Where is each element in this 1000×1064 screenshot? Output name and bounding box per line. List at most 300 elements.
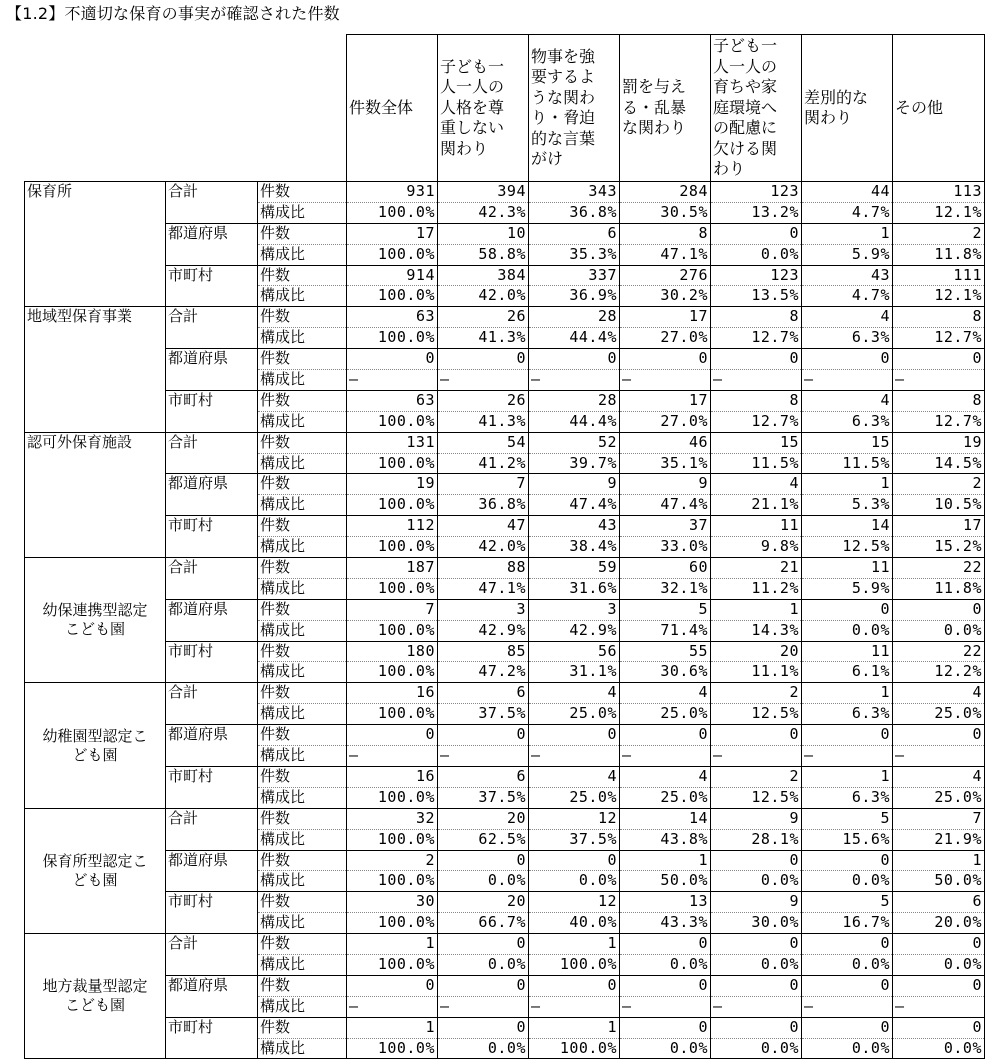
- jurisdiction-label: 合計: [166, 934, 258, 976]
- ratio-cell: 39.7%: [529, 453, 620, 474]
- jurisdiction-label: 都道府県: [166, 223, 258, 265]
- count-cell: 1: [802, 766, 893, 787]
- ratio-cell: 25.0%: [529, 704, 620, 725]
- ratio-cell: 27.0%: [620, 411, 711, 432]
- ratio-cell: 47.1%: [438, 578, 529, 599]
- count-cell: 7: [893, 808, 985, 829]
- table-row: [25, 349, 985, 370]
- page-title: 【1.2】不適切な保育の事実が確認された件数: [6, 4, 340, 23]
- metric-label: 件数: [258, 766, 347, 787]
- ratio-cell: 37.5%: [438, 787, 529, 808]
- count-cell: 59: [529, 558, 620, 579]
- ratio-cell: 100.0%: [529, 1038, 620, 1059]
- jurisdiction-label: 合計: [166, 307, 258, 349]
- ratio-cell: 47.4%: [620, 495, 711, 516]
- column-header: [438, 35, 529, 182]
- metric-label: 構成比: [258, 453, 347, 474]
- count-cell: 5: [802, 808, 893, 829]
- ratio-cell: 25.0%: [529, 787, 620, 808]
- column-header-label: 子ども一 人一人の 人格を尊 重しない 関わり: [440, 56, 505, 158]
- count-cell: 0: [893, 975, 985, 996]
- count-cell: 55: [620, 641, 711, 662]
- metric-label: 件数: [258, 265, 347, 286]
- ratio-cell: –: [893, 370, 985, 391]
- metric-label: 構成比: [258, 662, 347, 683]
- count-cell: 0: [529, 349, 620, 370]
- ratio-cell: 43.3%: [620, 913, 711, 934]
- ratio-cell: 11.5%: [802, 453, 893, 474]
- metric-label: 件数: [258, 390, 347, 411]
- count-cell: 1: [347, 1017, 438, 1038]
- count-cell: 0: [438, 975, 529, 996]
- ratio-cell: 100.0%: [347, 328, 438, 349]
- ratio-cell: 32.1%: [620, 578, 711, 599]
- count-cell: 8: [711, 390, 802, 411]
- count-cell: 0: [802, 850, 893, 871]
- count-cell: 384: [438, 265, 529, 286]
- count-cell: 0: [893, 934, 985, 955]
- header-row: [25, 35, 985, 182]
- count-cell: 0: [711, 1017, 802, 1038]
- ratio-cell: 100.0%: [347, 913, 438, 934]
- metric-label: 構成比: [258, 495, 347, 516]
- count-cell: 284: [620, 182, 711, 203]
- ratio-cell: 36.8%: [438, 495, 529, 516]
- table-row: [25, 1017, 985, 1038]
- count-cell: 12: [529, 808, 620, 829]
- metric-label: 構成比: [258, 286, 347, 307]
- count-cell: 112: [347, 516, 438, 537]
- ratio-cell: –: [802, 996, 893, 1017]
- ratio-cell: 30.2%: [620, 286, 711, 307]
- ratio-cell: 42.0%: [438, 537, 529, 558]
- metric-label: 件数: [258, 599, 347, 620]
- ratio-cell: 44.4%: [529, 411, 620, 432]
- jurisdiction-label: 市町村: [166, 641, 258, 683]
- ratio-cell: –: [620, 996, 711, 1017]
- count-cell: 2: [893, 474, 985, 495]
- ratio-cell: –: [893, 746, 985, 767]
- ratio-cell: 47.1%: [620, 244, 711, 265]
- count-cell: 8: [893, 307, 985, 328]
- ratio-cell: –: [620, 746, 711, 767]
- count-cell: 17: [620, 307, 711, 328]
- jurisdiction-label: 合計: [166, 558, 258, 600]
- column-header: [620, 35, 711, 182]
- ratio-cell: 42.9%: [529, 620, 620, 641]
- table-row: [25, 265, 985, 286]
- ratio-cell: –: [529, 746, 620, 767]
- count-cell: 0: [893, 1017, 985, 1038]
- count-cell: 0: [347, 975, 438, 996]
- column-header: [893, 35, 985, 182]
- count-cell: 0: [802, 599, 893, 620]
- count-cell: 6: [893, 892, 985, 913]
- count-cell: 931: [347, 182, 438, 203]
- table-row: [25, 766, 985, 787]
- ratio-cell: 15.6%: [802, 829, 893, 850]
- metric-label: 構成比: [258, 954, 347, 975]
- ratio-cell: 11.8%: [893, 244, 985, 265]
- jurisdiction-label: 都道府県: [166, 474, 258, 516]
- count-cell: 0: [620, 349, 711, 370]
- metric-label: 件数: [258, 1017, 347, 1038]
- ratio-cell: 25.0%: [620, 787, 711, 808]
- count-cell: 6: [438, 683, 529, 704]
- count-cell: 1: [802, 474, 893, 495]
- ratio-cell: 13.2%: [711, 202, 802, 223]
- count-cell: 21: [711, 558, 802, 579]
- ratio-cell: 12.7%: [711, 328, 802, 349]
- ratio-cell: 71.4%: [620, 620, 711, 641]
- ratio-cell: 100.0%: [347, 829, 438, 850]
- table-row: [25, 683, 985, 704]
- count-cell: 30: [347, 892, 438, 913]
- ratio-cell: –: [529, 370, 620, 391]
- count-cell: 2: [711, 766, 802, 787]
- metric-label: 件数: [258, 432, 347, 453]
- jurisdiction-label: 市町村: [166, 892, 258, 934]
- count-cell: 63: [347, 307, 438, 328]
- count-cell: 0: [893, 725, 985, 746]
- column-header-label: 件数全体: [349, 97, 414, 117]
- metric-label: 構成比: [258, 996, 347, 1017]
- count-cell: 0: [893, 349, 985, 370]
- count-cell: 0: [711, 934, 802, 955]
- ratio-cell: 0.0%: [802, 871, 893, 892]
- ratio-cell: 0.0%: [711, 1038, 802, 1059]
- count-cell: 47: [438, 516, 529, 537]
- facility-type-label: 地域型保育事業: [25, 307, 166, 432]
- count-cell: 4: [620, 683, 711, 704]
- ratio-cell: 0.0%: [802, 954, 893, 975]
- count-cell: 14: [620, 808, 711, 829]
- count-cell: 0: [529, 975, 620, 996]
- ratio-cell: 100.0%: [347, 1038, 438, 1059]
- count-cell: 123: [711, 265, 802, 286]
- ratio-cell: 100.0%: [347, 495, 438, 516]
- count-cell: 0: [711, 223, 802, 244]
- count-cell: 28: [529, 390, 620, 411]
- ratio-cell: 100.0%: [347, 787, 438, 808]
- metric-label: 構成比: [258, 913, 347, 934]
- count-cell: 52: [529, 432, 620, 453]
- ratio-cell: 12.7%: [893, 411, 985, 432]
- results-table: [24, 34, 985, 1059]
- ratio-cell: –: [620, 370, 711, 391]
- ratio-cell: 100.0%: [347, 286, 438, 307]
- count-cell: 4: [711, 474, 802, 495]
- ratio-cell: –: [347, 746, 438, 767]
- count-cell: 0: [438, 934, 529, 955]
- ratio-cell: 43.8%: [620, 829, 711, 850]
- table-row: [25, 808, 985, 829]
- count-cell: 19: [893, 432, 985, 453]
- column-header: [711, 35, 802, 182]
- jurisdiction-label: 都道府県: [166, 599, 258, 641]
- count-cell: 11: [802, 558, 893, 579]
- jurisdiction-label: 合計: [166, 683, 258, 725]
- jurisdiction-label: 合計: [166, 808, 258, 850]
- count-cell: 9: [620, 474, 711, 495]
- ratio-cell: 100.0%: [347, 537, 438, 558]
- ratio-cell: 31.6%: [529, 578, 620, 599]
- ratio-cell: 100.0%: [347, 954, 438, 975]
- table-row: [25, 390, 985, 411]
- count-cell: 187: [347, 558, 438, 579]
- count-cell: 7: [347, 599, 438, 620]
- ratio-cell: 44.4%: [529, 328, 620, 349]
- count-cell: 54: [438, 432, 529, 453]
- ratio-cell: 12.1%: [893, 286, 985, 307]
- metric-label: 件数: [258, 349, 347, 370]
- ratio-cell: 11.2%: [711, 578, 802, 599]
- table-row: [25, 432, 985, 453]
- ratio-cell: 47.2%: [438, 662, 529, 683]
- table-row: [25, 223, 985, 244]
- ratio-cell: 100.0%: [347, 662, 438, 683]
- metric-label: 件数: [258, 850, 347, 871]
- metric-label: 構成比: [258, 578, 347, 599]
- ratio-cell: –: [711, 996, 802, 1017]
- column-header-label: 物事を強 要するよ うな関わ り・脅迫 的な言葉 がけ: [531, 46, 596, 168]
- ratio-cell: 42.3%: [438, 202, 529, 223]
- column-header-label: 罰を与え る・乱暴 な関わり: [622, 77, 687, 138]
- facility-type-label: 保育所: [25, 182, 166, 307]
- count-cell: 22: [893, 558, 985, 579]
- count-cell: 4: [893, 683, 985, 704]
- count-cell: 2: [347, 850, 438, 871]
- ratio-cell: 36.9%: [529, 286, 620, 307]
- count-cell: 4: [802, 390, 893, 411]
- ratio-cell: 100.0%: [529, 954, 620, 975]
- table-row: [25, 474, 985, 495]
- ratio-cell: 15.2%: [893, 537, 985, 558]
- metric-label: 構成比: [258, 1038, 347, 1059]
- ratio-cell: 0.0%: [529, 871, 620, 892]
- count-cell: 5: [802, 892, 893, 913]
- ratio-cell: 5.9%: [802, 578, 893, 599]
- metric-label: 構成比: [258, 704, 347, 725]
- jurisdiction-label: 市町村: [166, 1017, 258, 1059]
- count-cell: 7: [438, 474, 529, 495]
- column-header-label: 差別的な 関わり: [804, 87, 869, 127]
- count-cell: 12: [529, 892, 620, 913]
- ratio-cell: 0.0%: [893, 1038, 985, 1059]
- table-row: [25, 975, 985, 996]
- ratio-cell: 50.0%: [620, 871, 711, 892]
- table-row: [25, 641, 985, 662]
- ratio-cell: 25.0%: [620, 704, 711, 725]
- header-corner: [25, 35, 347, 182]
- count-cell: 32: [347, 808, 438, 829]
- count-cell: 16: [347, 683, 438, 704]
- ratio-cell: –: [711, 370, 802, 391]
- count-cell: 4: [529, 683, 620, 704]
- count-cell: 9: [529, 474, 620, 495]
- jurisdiction-label: 市町村: [166, 390, 258, 432]
- count-cell: 14: [802, 516, 893, 537]
- ratio-cell: 21.9%: [893, 829, 985, 850]
- count-cell: 2: [711, 683, 802, 704]
- ratio-cell: 40.0%: [529, 913, 620, 934]
- metric-label: 件数: [258, 808, 347, 829]
- count-cell: 0: [438, 725, 529, 746]
- table-row: [25, 182, 985, 203]
- count-cell: 10: [438, 223, 529, 244]
- ratio-cell: 38.4%: [529, 537, 620, 558]
- ratio-cell: 6.3%: [802, 328, 893, 349]
- count-cell: 37: [620, 516, 711, 537]
- ratio-cell: 0.0%: [438, 871, 529, 892]
- count-cell: 20: [711, 641, 802, 662]
- ratio-cell: 25.0%: [893, 704, 985, 725]
- table-row: [25, 892, 985, 913]
- count-cell: 6: [529, 223, 620, 244]
- count-cell: 0: [802, 934, 893, 955]
- ratio-cell: 100.0%: [347, 244, 438, 265]
- metric-label: 件数: [258, 182, 347, 203]
- count-cell: 43: [802, 265, 893, 286]
- metric-label: 件数: [258, 516, 347, 537]
- ratio-cell: 25.0%: [893, 787, 985, 808]
- count-cell: 3: [438, 599, 529, 620]
- count-cell: 0: [438, 1017, 529, 1038]
- count-cell: 0: [802, 975, 893, 996]
- ratio-cell: 4.7%: [802, 286, 893, 307]
- metric-label: 構成比: [258, 620, 347, 641]
- ratio-cell: 12.5%: [711, 704, 802, 725]
- count-cell: 1: [893, 850, 985, 871]
- count-cell: 46: [620, 432, 711, 453]
- column-header-label: 子ども一 人一人の 育ちや家 庭環境へ の配慮に 欠ける関 わり: [713, 36, 778, 179]
- count-cell: 0: [347, 725, 438, 746]
- count-cell: 60: [620, 558, 711, 579]
- count-cell: 8: [620, 223, 711, 244]
- ratio-cell: 12.5%: [711, 787, 802, 808]
- ratio-cell: 27.0%: [620, 328, 711, 349]
- ratio-cell: 5.3%: [802, 495, 893, 516]
- count-cell: 0: [802, 725, 893, 746]
- ratio-cell: 0.0%: [620, 954, 711, 975]
- ratio-cell: 36.8%: [529, 202, 620, 223]
- ratio-cell: 0.0%: [438, 954, 529, 975]
- ratio-cell: 21.1%: [711, 495, 802, 516]
- ratio-cell: –: [347, 996, 438, 1017]
- jurisdiction-label: 都道府県: [166, 850, 258, 892]
- ratio-cell: 58.8%: [438, 244, 529, 265]
- count-cell: 26: [438, 390, 529, 411]
- ratio-cell: –: [438, 370, 529, 391]
- count-cell: 4: [802, 307, 893, 328]
- ratio-cell: 0.0%: [893, 620, 985, 641]
- count-cell: 17: [893, 516, 985, 537]
- ratio-cell: 100.0%: [347, 704, 438, 725]
- ratio-cell: 12.7%: [711, 411, 802, 432]
- count-cell: 0: [438, 349, 529, 370]
- count-cell: 1: [620, 850, 711, 871]
- ratio-cell: –: [529, 996, 620, 1017]
- jurisdiction-label: 合計: [166, 432, 258, 474]
- ratio-cell: 14.3%: [711, 620, 802, 641]
- table-row: [25, 850, 985, 871]
- count-cell: 17: [347, 223, 438, 244]
- count-cell: 19: [347, 474, 438, 495]
- count-cell: 13: [620, 892, 711, 913]
- jurisdiction-label: 市町村: [166, 516, 258, 558]
- ratio-cell: 66.7%: [438, 913, 529, 934]
- metric-label: 構成比: [258, 411, 347, 432]
- table-row: [25, 307, 985, 328]
- jurisdiction-label: 市町村: [166, 265, 258, 307]
- ratio-cell: 30.0%: [711, 913, 802, 934]
- count-cell: 4: [893, 766, 985, 787]
- count-cell: 3: [529, 599, 620, 620]
- metric-label: 件数: [258, 641, 347, 662]
- count-cell: 4: [529, 766, 620, 787]
- facility-type-label: 認可外保育施設: [25, 432, 166, 557]
- facility-type-label: 幼保連携型認定 こども園: [25, 558, 166, 683]
- count-cell: 0: [620, 1017, 711, 1038]
- count-cell: 88: [438, 558, 529, 579]
- count-cell: 15: [802, 432, 893, 453]
- count-cell: 20: [438, 892, 529, 913]
- ratio-cell: 100.0%: [347, 453, 438, 474]
- ratio-cell: 100.0%: [347, 411, 438, 432]
- ratio-cell: –: [893, 996, 985, 1017]
- ratio-cell: –: [802, 746, 893, 767]
- count-cell: 0: [620, 725, 711, 746]
- count-cell: 0: [620, 975, 711, 996]
- ratio-cell: 9.8%: [711, 537, 802, 558]
- ratio-cell: 100.0%: [347, 202, 438, 223]
- metric-label: 件数: [258, 892, 347, 913]
- metric-label: 構成比: [258, 871, 347, 892]
- metric-label: 件数: [258, 558, 347, 579]
- count-cell: 5: [620, 599, 711, 620]
- metric-label: 件数: [258, 307, 347, 328]
- jurisdiction-label: 都道府県: [166, 349, 258, 391]
- ratio-cell: 10.5%: [893, 495, 985, 516]
- count-cell: 2: [893, 223, 985, 244]
- metric-label: 件数: [258, 975, 347, 996]
- ratio-cell: 42.9%: [438, 620, 529, 641]
- ratio-cell: 35.3%: [529, 244, 620, 265]
- count-cell: 6: [438, 766, 529, 787]
- table-row: [25, 725, 985, 746]
- ratio-cell: 37.5%: [438, 704, 529, 725]
- ratio-cell: 62.5%: [438, 829, 529, 850]
- count-cell: 8: [893, 390, 985, 411]
- count-cell: 15: [711, 432, 802, 453]
- table-row: [25, 558, 985, 579]
- ratio-cell: 0.0%: [893, 954, 985, 975]
- count-cell: 1: [802, 223, 893, 244]
- count-cell: 1: [802, 683, 893, 704]
- count-cell: 0: [802, 349, 893, 370]
- ratio-cell: 41.2%: [438, 453, 529, 474]
- count-cell: 1: [711, 599, 802, 620]
- metric-label: 構成比: [258, 787, 347, 808]
- table-row: [25, 516, 985, 537]
- ratio-cell: 13.5%: [711, 286, 802, 307]
- ratio-cell: 11.1%: [711, 662, 802, 683]
- metric-label: 構成比: [258, 328, 347, 349]
- ratio-cell: 37.5%: [529, 829, 620, 850]
- count-cell: 9: [711, 808, 802, 829]
- ratio-cell: 41.3%: [438, 328, 529, 349]
- count-cell: 180: [347, 641, 438, 662]
